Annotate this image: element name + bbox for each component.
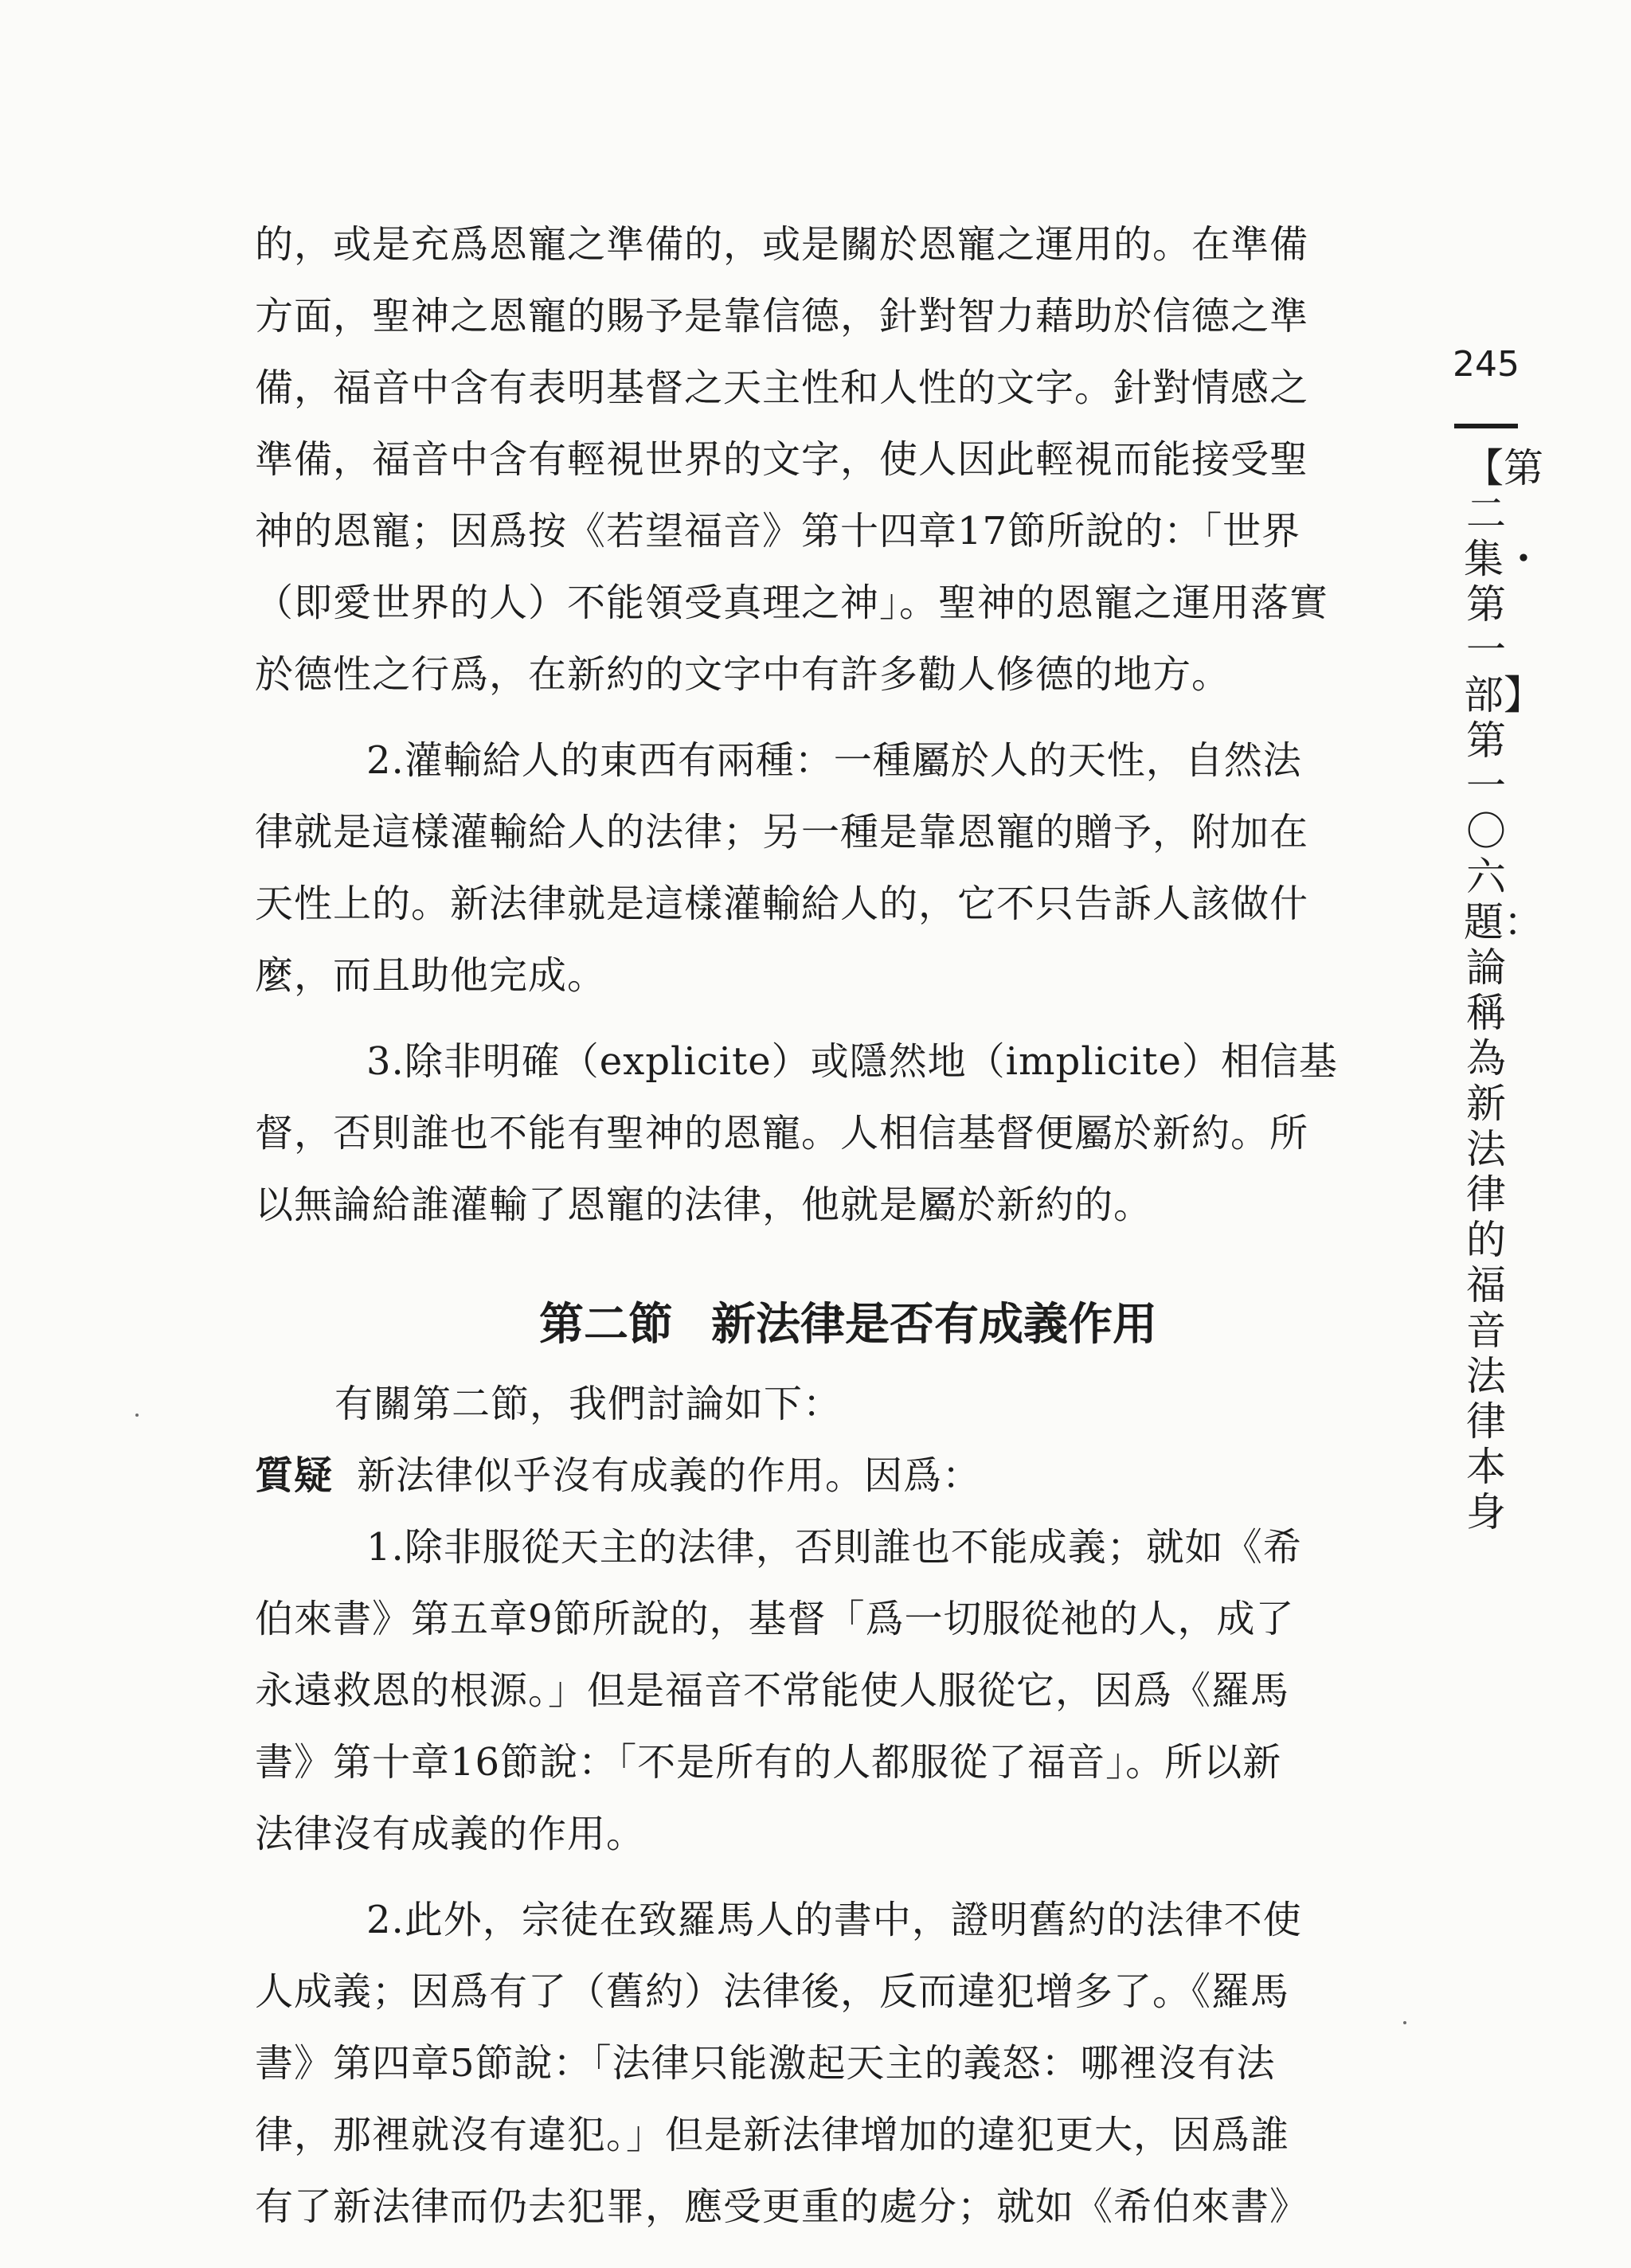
text-line: 方面，聖神之恩寵的賜予是靠信德，針對智力藉助於信德之準 xyxy=(255,294,1309,338)
text-line: 準備，福音中含有輕視世界的文字，使人因此輕視而能接受聖 xyxy=(255,437,1309,482)
text-line: 天性上的。新法律就是這樣灌輸給人的，它不只告訴人該做什 xyxy=(255,882,1309,926)
section-2 xyxy=(255,1281,1410,2243)
text-line: 於德性之行爲，在新約的文字中有許多勸人修德的地方。 xyxy=(255,652,1231,697)
objection-label: 質疑 xyxy=(255,1453,334,1498)
text-line: （即愛世界的人）不能領受真理之神」。聖神的恩寵之運用落實 xyxy=(255,581,1329,625)
running-head: 【第二集・第一部】第一〇六題：論稱為新法律的福音法律本身 xyxy=(1464,445,1543,1535)
objection-heading-line xyxy=(255,1440,1410,1511)
paragraph-1 xyxy=(255,209,1410,710)
text-line: 督，否則誰也不能有聖神的恩寵。人相信基督便屬於新約。所 xyxy=(255,1111,1309,1156)
scan-speck xyxy=(1403,2021,1406,2024)
text-line: 伯來書》第五章9節所說的，基督「爲一切服從祂的人，成了 xyxy=(255,1597,1295,1641)
text-line: 2.灌輸給人的東西有兩種：一種屬於人的天性，自然法 xyxy=(366,738,1302,783)
header-rule xyxy=(1454,424,1518,428)
objection-2 xyxy=(255,1884,1410,2243)
text-line: 的，或是充爲恩寵之準備的，或是關於恩寵之運用的。在準備 xyxy=(255,222,1309,267)
text-line: 永遠救恩的根源。」但是福音不常能使人服從它，因爲《羅馬 xyxy=(255,1668,1290,1713)
text-line: 律就是這樣灌輸給人的法律；另一種是靠恩寵的贈予，附加在 xyxy=(255,810,1309,854)
text-line: 法律沒有成義的作用。 xyxy=(255,1812,646,1856)
text-line: 律，那裡就沒有違犯。」但是新法律增加的違犯更大，因爲誰 xyxy=(255,2113,1290,2157)
paragraph-3 xyxy=(255,1026,1410,1241)
text-line: 人成義；因爲有了（舊約）法律後，反而違犯增多了。《羅馬 xyxy=(255,1969,1290,2014)
text-line: 備，福音中含有表明基督之天主性和人性的文字。針對情感之 xyxy=(255,366,1309,410)
text-line: 書》第四章5節說：「法律只能激起天主的義怒：哪裡沒有法 xyxy=(255,2041,1276,2086)
section-heading xyxy=(255,1281,1410,1368)
section-intro: 有關第二節，我們討論如下： xyxy=(334,1382,843,1426)
section-number: 第二節 xyxy=(539,1298,673,1351)
text-line: 神的恩寵；因爲按《若望福音》第十四章17節所說的：「世界 xyxy=(255,509,1301,553)
section-title: 新法律是否有成義作用 xyxy=(711,1298,1157,1351)
text-line: 2.此外，宗徒在致羅馬人的書中，證明舊約的法律不使 xyxy=(366,1898,1302,1942)
page-number: 245 xyxy=(1453,344,1520,385)
paragraph-2 xyxy=(255,725,1410,1011)
text-line: 1.除非服從天主的法律，否則誰也不能成義；就如《希 xyxy=(366,1525,1302,1570)
text-line: 以無論給誰灌輸了恩寵的法律，他就是屬於新約的。 xyxy=(255,1183,1153,1227)
objection-intro: 新法律似乎沒有成義的作用。因爲： xyxy=(357,1453,982,1498)
scan-speck xyxy=(135,1414,139,1417)
text-line: 3.除非明確（explicite）或隱然地（implicite）相信基 xyxy=(366,1039,1338,1084)
objection-1 xyxy=(255,1511,1410,1870)
text-line: 有了新法律而仍去犯罪，應受更重的處分；就如《希伯來書》 xyxy=(255,2184,1309,2229)
text-line: 麼，而且助他完成。 xyxy=(255,953,607,998)
main-text-column xyxy=(255,209,1410,2243)
text-line: 書》第十章16節說：「不是所有的人都服從了福音」。所以新 xyxy=(255,1740,1282,1785)
